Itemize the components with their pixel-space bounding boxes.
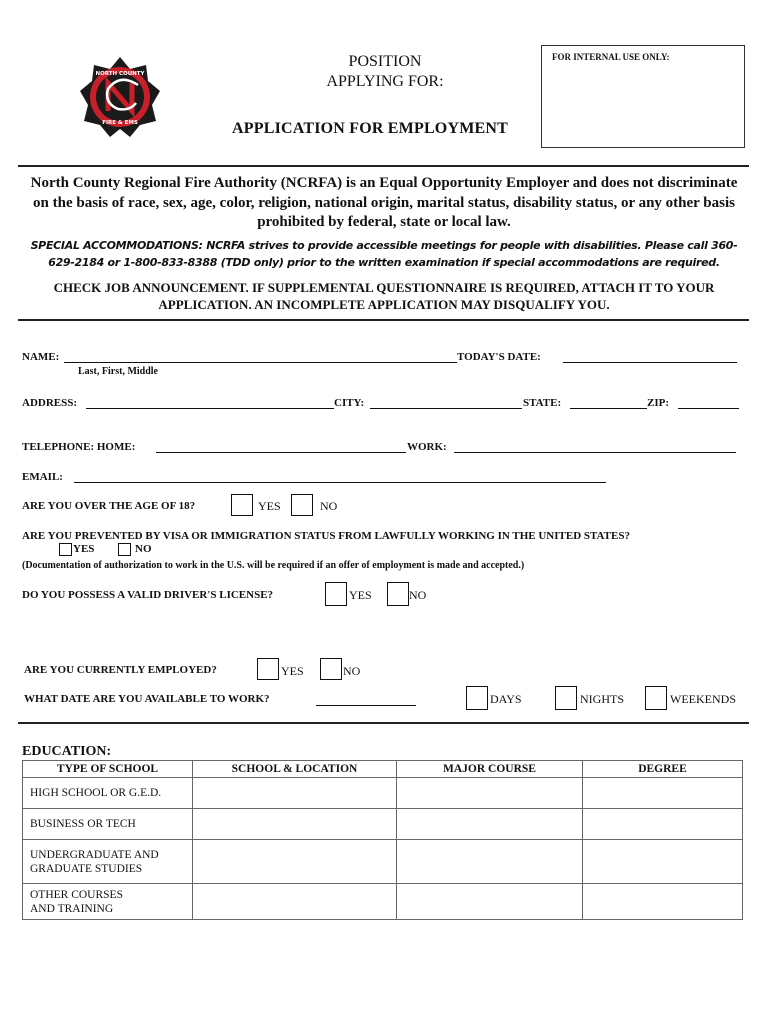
home-phone-field[interactable] bbox=[156, 452, 406, 453]
license-yes-label: YES bbox=[349, 588, 372, 602]
employed-yes-label: YES bbox=[281, 664, 304, 678]
days-label: DAYS bbox=[490, 692, 522, 706]
zip-label: ZIP: bbox=[647, 397, 669, 409]
license-no-label: NO bbox=[409, 588, 427, 602]
license-no-checkbox[interactable] bbox=[387, 582, 409, 606]
special-accommodations: SPECIAL ACCOMMODATIONS: NCRFA strives to provide accessible meetings for people with disabilities. Please call 360-629-2184 or 1-800-833-8388 (TDD only) prior to the written examination if special accommodations are required. bbox=[30, 239, 738, 269]
city-label: CITY: bbox=[334, 397, 365, 409]
col-major-course: MAJOR COURSE bbox=[397, 761, 583, 778]
work-phone-field[interactable] bbox=[454, 452, 736, 453]
license-question: DO YOU POSSESS A VALID DRIVER'S LICENSE? bbox=[22, 589, 274, 601]
row-other-courses: OTHER COURSES AND TRAINING bbox=[23, 884, 193, 920]
employed-question: ARE YOU CURRENTLY EMPLOYED? bbox=[24, 664, 217, 676]
internal-use-box bbox=[541, 45, 745, 148]
days-checkbox[interactable] bbox=[466, 686, 488, 710]
school-location-cell[interactable] bbox=[193, 809, 397, 840]
name-label: NAME: bbox=[22, 351, 60, 363]
work-label: WORK: bbox=[407, 441, 447, 453]
city-field[interactable] bbox=[370, 408, 522, 409]
education-table bbox=[22, 760, 743, 920]
employed-no-checkbox[interactable] bbox=[320, 658, 342, 680]
logo-text-top: NORTH COUNTY bbox=[95, 71, 145, 77]
visa-no-label: NO bbox=[135, 543, 152, 555]
age-yes-label: YES bbox=[258, 499, 281, 513]
divider bbox=[18, 319, 749, 321]
employed-yes-checkbox[interactable] bbox=[257, 658, 279, 680]
divider bbox=[18, 165, 749, 167]
date-field[interactable] bbox=[563, 362, 737, 363]
internal-use-label: FOR INTERNAL USE ONLY: bbox=[552, 52, 670, 62]
check-announcement: CHECK JOB ANNOUNCEMENT. IF SUPPLEMENTAL QUESTIONNAIRE IS REQUIRED, ATTACH IT TO YOUR APPLICATION. AN INCOMPLETE APPLICATION MAY DISQUALIFY YOU. bbox=[53, 280, 715, 312]
age-yes-checkbox[interactable] bbox=[231, 494, 253, 516]
visa-question: ARE YOU PREVENTED BY VISA OR IMMIGRATION STATUS FROM LAWFULLY WORKING IN THE UNITED STATES? bbox=[22, 530, 630, 542]
available-question: WHAT DATE ARE YOU AVAILABLE TO WORK? bbox=[24, 693, 270, 705]
name-hint: Last, First, Middle bbox=[78, 366, 158, 377]
col-degree: DEGREE bbox=[583, 761, 743, 778]
state-label: STATE: bbox=[523, 397, 562, 409]
major-course-cell[interactable] bbox=[397, 884, 583, 920]
visa-note: (Documentation of authorization to work in the U.S. will be required if an offer of employment is made and accepted.) bbox=[22, 560, 525, 571]
row-high-school: HIGH SCHOOL OR G.E.D. bbox=[23, 778, 193, 809]
visa-no-checkbox[interactable] bbox=[118, 543, 131, 556]
visa-yes-label: YES bbox=[73, 543, 95, 555]
nights-checkbox[interactable] bbox=[555, 686, 577, 710]
row-undergraduate: UNDERGRADUATE AND GRADUATE STUDIES bbox=[23, 840, 193, 884]
weekends-checkbox[interactable] bbox=[645, 686, 667, 710]
major-course-cell[interactable] bbox=[397, 809, 583, 840]
table-row bbox=[23, 840, 743, 884]
ncrfa-logo bbox=[78, 55, 162, 139]
date-label: TODAY'S DATE: bbox=[457, 351, 541, 363]
name-field[interactable] bbox=[64, 362, 457, 363]
table-row bbox=[23, 884, 743, 920]
weekends-label: WEEKENDS bbox=[670, 692, 736, 706]
degree-cell[interactable] bbox=[583, 809, 743, 840]
email-field[interactable] bbox=[74, 482, 606, 483]
nights-label: NIGHTS bbox=[580, 692, 624, 706]
major-course-cell[interactable] bbox=[397, 840, 583, 884]
license-yes-checkbox[interactable] bbox=[325, 582, 347, 606]
degree-cell[interactable] bbox=[583, 884, 743, 920]
address-label: ADDRESS: bbox=[22, 397, 78, 409]
visa-yes-checkbox[interactable] bbox=[59, 543, 72, 556]
row-business-tech: BUSINESS OR TECH bbox=[23, 809, 193, 840]
zip-field[interactable] bbox=[678, 408, 739, 409]
education-header-row bbox=[23, 761, 743, 778]
education-title: EDUCATION: bbox=[22, 744, 112, 759]
school-location-cell[interactable] bbox=[193, 840, 397, 884]
email-label: EMAIL: bbox=[22, 471, 63, 483]
major-course-cell[interactable] bbox=[397, 778, 583, 809]
table-row bbox=[23, 778, 743, 809]
eeo-statement: North County Regional Fire Authority (NCRFA) is an Equal Opportunity Employer and does not discriminate on the basis of race, sex, age, color, religion, national origin, marital status, disability status, or any other basis prohibited by federal, state or local law. bbox=[30, 175, 738, 230]
address-field[interactable] bbox=[86, 408, 334, 409]
school-location-cell[interactable] bbox=[193, 884, 397, 920]
age-question: ARE YOU OVER THE AGE OF 18? bbox=[22, 500, 196, 512]
school-location-cell[interactable] bbox=[193, 778, 397, 809]
employed-no-label: NO bbox=[343, 664, 361, 678]
degree-cell[interactable] bbox=[583, 778, 743, 809]
page-title: APPLICATION FOR EMPLOYMENT bbox=[232, 120, 509, 137]
degree-cell[interactable] bbox=[583, 840, 743, 884]
table-row bbox=[23, 809, 743, 840]
state-field[interactable] bbox=[570, 408, 647, 409]
col-school-location: SCHOOL & LOCATION bbox=[193, 761, 397, 778]
available-date-field[interactable] bbox=[316, 705, 416, 706]
position-applying-for: POSITION APPLYING FOR: bbox=[326, 53, 444, 90]
age-no-label: NO bbox=[320, 499, 338, 513]
col-type-of-school: TYPE OF SCHOOL bbox=[23, 761, 193, 778]
phone-label: TELEPHONE: HOME: bbox=[22, 441, 136, 453]
age-no-checkbox[interactable] bbox=[291, 494, 313, 516]
logo-text-bottom: FIRE & EMS bbox=[102, 120, 138, 126]
divider bbox=[18, 722, 749, 724]
